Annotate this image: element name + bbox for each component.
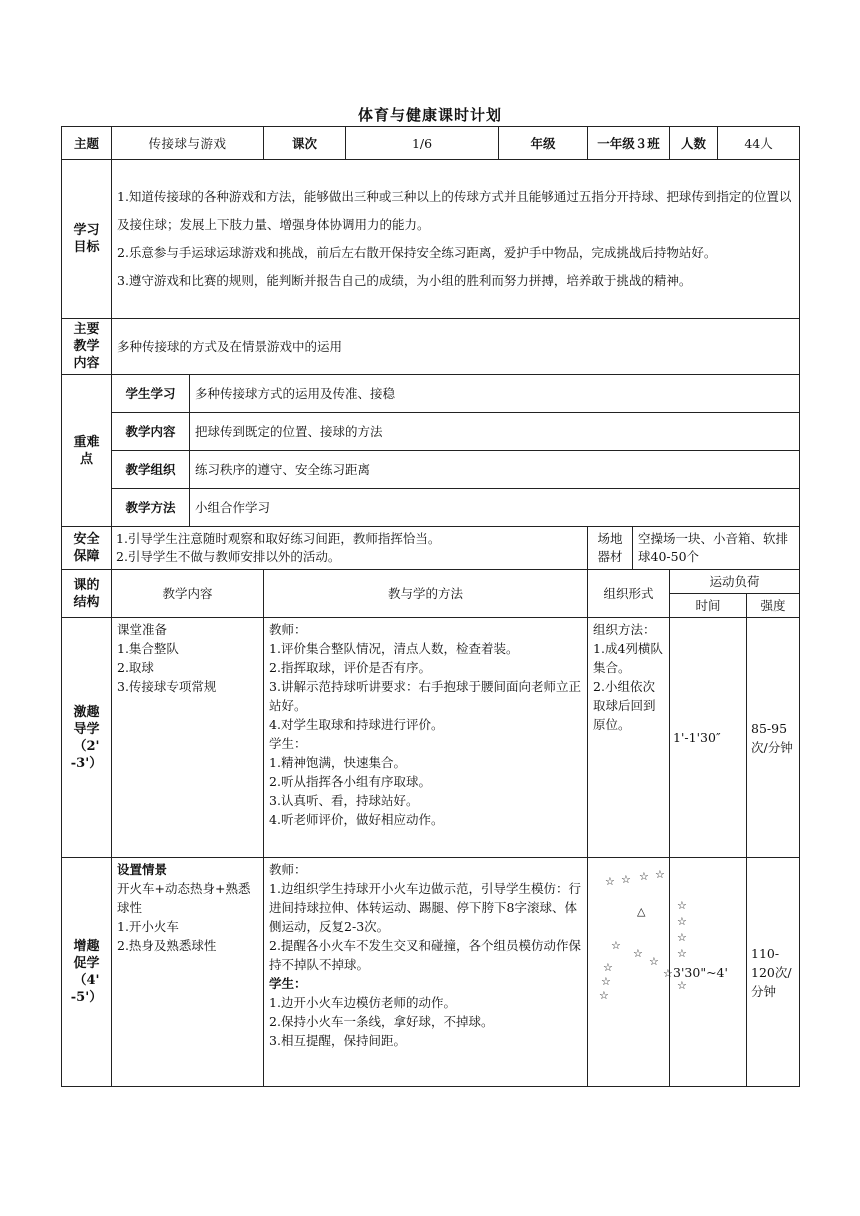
objective-item: 2.乐意参与手运球运球游戏和挑战，前后左右散开保持安全练习距离，爱护手中物品，完成挑战后持物站好。 — [117, 245, 717, 260]
student-star-icon: ☆ — [655, 868, 665, 881]
student-star-icon: ☆ — [649, 955, 659, 968]
section2-method: 教师： 1.边组织学生持球开小火车边做示范，引导学生模仿：行进间持球拉伸、体转运动、踢腿、停下胯下8字滚球、体侧运动，反复2-3次。 2.提醒各小火车不发生交叉和碰撞，各个组员模仿动作保持不掉队不掉球。 学生： 1.边开小火车边模仿老师的动作。 2.保持小火车一条线，拿好球，不掉球。 3.相互提醒，保持间距。 — [264, 858, 588, 1087]
col-header-intensity: 强度 — [747, 594, 800, 618]
student-star-icon: ☆ — [633, 947, 643, 960]
student-star-icon: ☆ — [599, 989, 609, 1002]
objectives-list — [112, 160, 800, 319]
key-point-label: 学生学习 — [112, 375, 190, 413]
count-label: 人数 — [670, 127, 718, 160]
grade-value: 一年级３班 — [588, 127, 670, 160]
student-star-icon: ☆ — [621, 873, 631, 886]
formation-diagram — [593, 860, 733, 1020]
grade-label: 年级 — [499, 127, 588, 160]
lesson-value: 1/6 — [346, 127, 499, 160]
teacher-triangle-icon: △ — [637, 905, 646, 918]
key-point-value: 多种传接球方式的运用及传准、接稳 — [190, 375, 800, 413]
page-title: 体育与健康课时计划 — [357, 106, 502, 124]
student-star-icon: ☆ — [663, 967, 673, 980]
section2-intensity: 110-120次/分钟 — [747, 858, 800, 1087]
key-points-label: 重难 点 — [62, 375, 112, 527]
section2-time: 3'30"~4' — [670, 858, 747, 1087]
count-value: 44人 — [718, 127, 800, 160]
student-star-icon: ☆ — [677, 947, 687, 960]
student-star-icon: ☆ — [605, 875, 615, 888]
student-star-icon: ☆ — [677, 931, 687, 944]
section1-label: 激趣 导学 （2' -3'） — [62, 618, 112, 858]
objective-item: 1.知道传接球的各种游戏和方法，能够做出三种或三种以上的传球方式并且能够通过五指分开持球、把球传到指定的位置以及接住球；发展上下肢力量、增强身体协调用力的能力。 — [117, 189, 792, 232]
section1-time: 1'-1'30″ — [670, 618, 747, 858]
objectives-label: 学习 目标 — [62, 160, 112, 319]
safety-text: 1.引导学生注意随时观察和取好练习间距，教师指挥恰当。 2.引导学生不做与教师安排以外的活动。 — [112, 527, 588, 570]
student-star-icon: ☆ — [603, 961, 613, 974]
key-point-value: 练习秩序的遵守、安全练习距离 — [190, 451, 800, 489]
col-header-time: 时间 — [670, 594, 747, 618]
col-header-method: 教与学的方法 — [264, 570, 588, 618]
structure-label: 课的 结构 — [62, 570, 112, 618]
section2-label: 增趣 促学 （4' -5'） — [62, 858, 112, 1087]
key-point-label: 教学方法 — [112, 489, 190, 527]
section1-method: 教师： 1.评价集合整队情况，清点人数，检查着装。 2.指挥取球，评价是否有序。 3.讲解示范持球听讲要求：右手抱球于腰间面向老师立正站好。 4.对学生取球和持球进行评价。 学生： 1.精神饱满，快速集合。 2.听从指挥各小组有序取球。 3.认真听、看，持球站好。 4.听老师评价，做好相应动作。 — [264, 618, 588, 858]
key-point-value: 把球传到既定的位置、接球的方法 — [190, 413, 800, 451]
student-star-icon: ☆ — [639, 870, 649, 883]
main-content-value: 多种传接球的方式及在情景游戏中的运用 — [112, 319, 800, 375]
topic-label: 主题 — [62, 127, 112, 160]
col-header-content: 教学内容 — [112, 570, 264, 618]
student-star-icon: ☆ — [677, 979, 687, 992]
section1-intensity: 85-95次/分钟 — [747, 618, 800, 858]
safety-label: 安全 保障 — [62, 527, 112, 570]
section2-content: 设置情景 开火车+动态热身+熟悉球性 1.开小火车 2.热身及熟悉球性 — [112, 858, 264, 1087]
key-point-value: 小组合作学习 — [190, 489, 800, 527]
student-star-icon: ☆ — [677, 899, 687, 912]
lesson-plan-table — [61, 126, 800, 1087]
section1-org: 组织方法： 1.成4列横队集合。 2.小组依次取球后回到原位。 — [588, 618, 670, 858]
topic-value: 传接球与游戏 — [112, 127, 264, 160]
student-star-icon: ☆ — [611, 939, 621, 952]
key-point-label: 教学内容 — [112, 413, 190, 451]
venue-value: 空操场一块、小音箱、软排球40-50个 — [633, 527, 800, 570]
section1-content: 课堂准备 1.集合整队 2.取球 3.传接球专项常规 — [112, 618, 264, 858]
section2-org-diagram — [588, 858, 687, 1087]
col-header-load: 运动负荷 — [670, 570, 800, 594]
student-star-icon: ☆ — [677, 915, 687, 928]
venue-label: 场地 器材 — [588, 527, 633, 570]
objective-item: 3.遵守游戏和比赛的规则，能判断并报告自己的成绩，为小组的胜利而努力拼搏，培养敢于挑战的精神。 — [117, 273, 692, 288]
key-point-label: 教学组织 — [112, 451, 190, 489]
student-star-icon: ☆ — [601, 975, 611, 988]
lesson-label: 课次 — [264, 127, 346, 160]
col-header-org: 组织形式 — [588, 570, 670, 618]
main-content-label: 主要 教学 内容 — [62, 319, 112, 375]
